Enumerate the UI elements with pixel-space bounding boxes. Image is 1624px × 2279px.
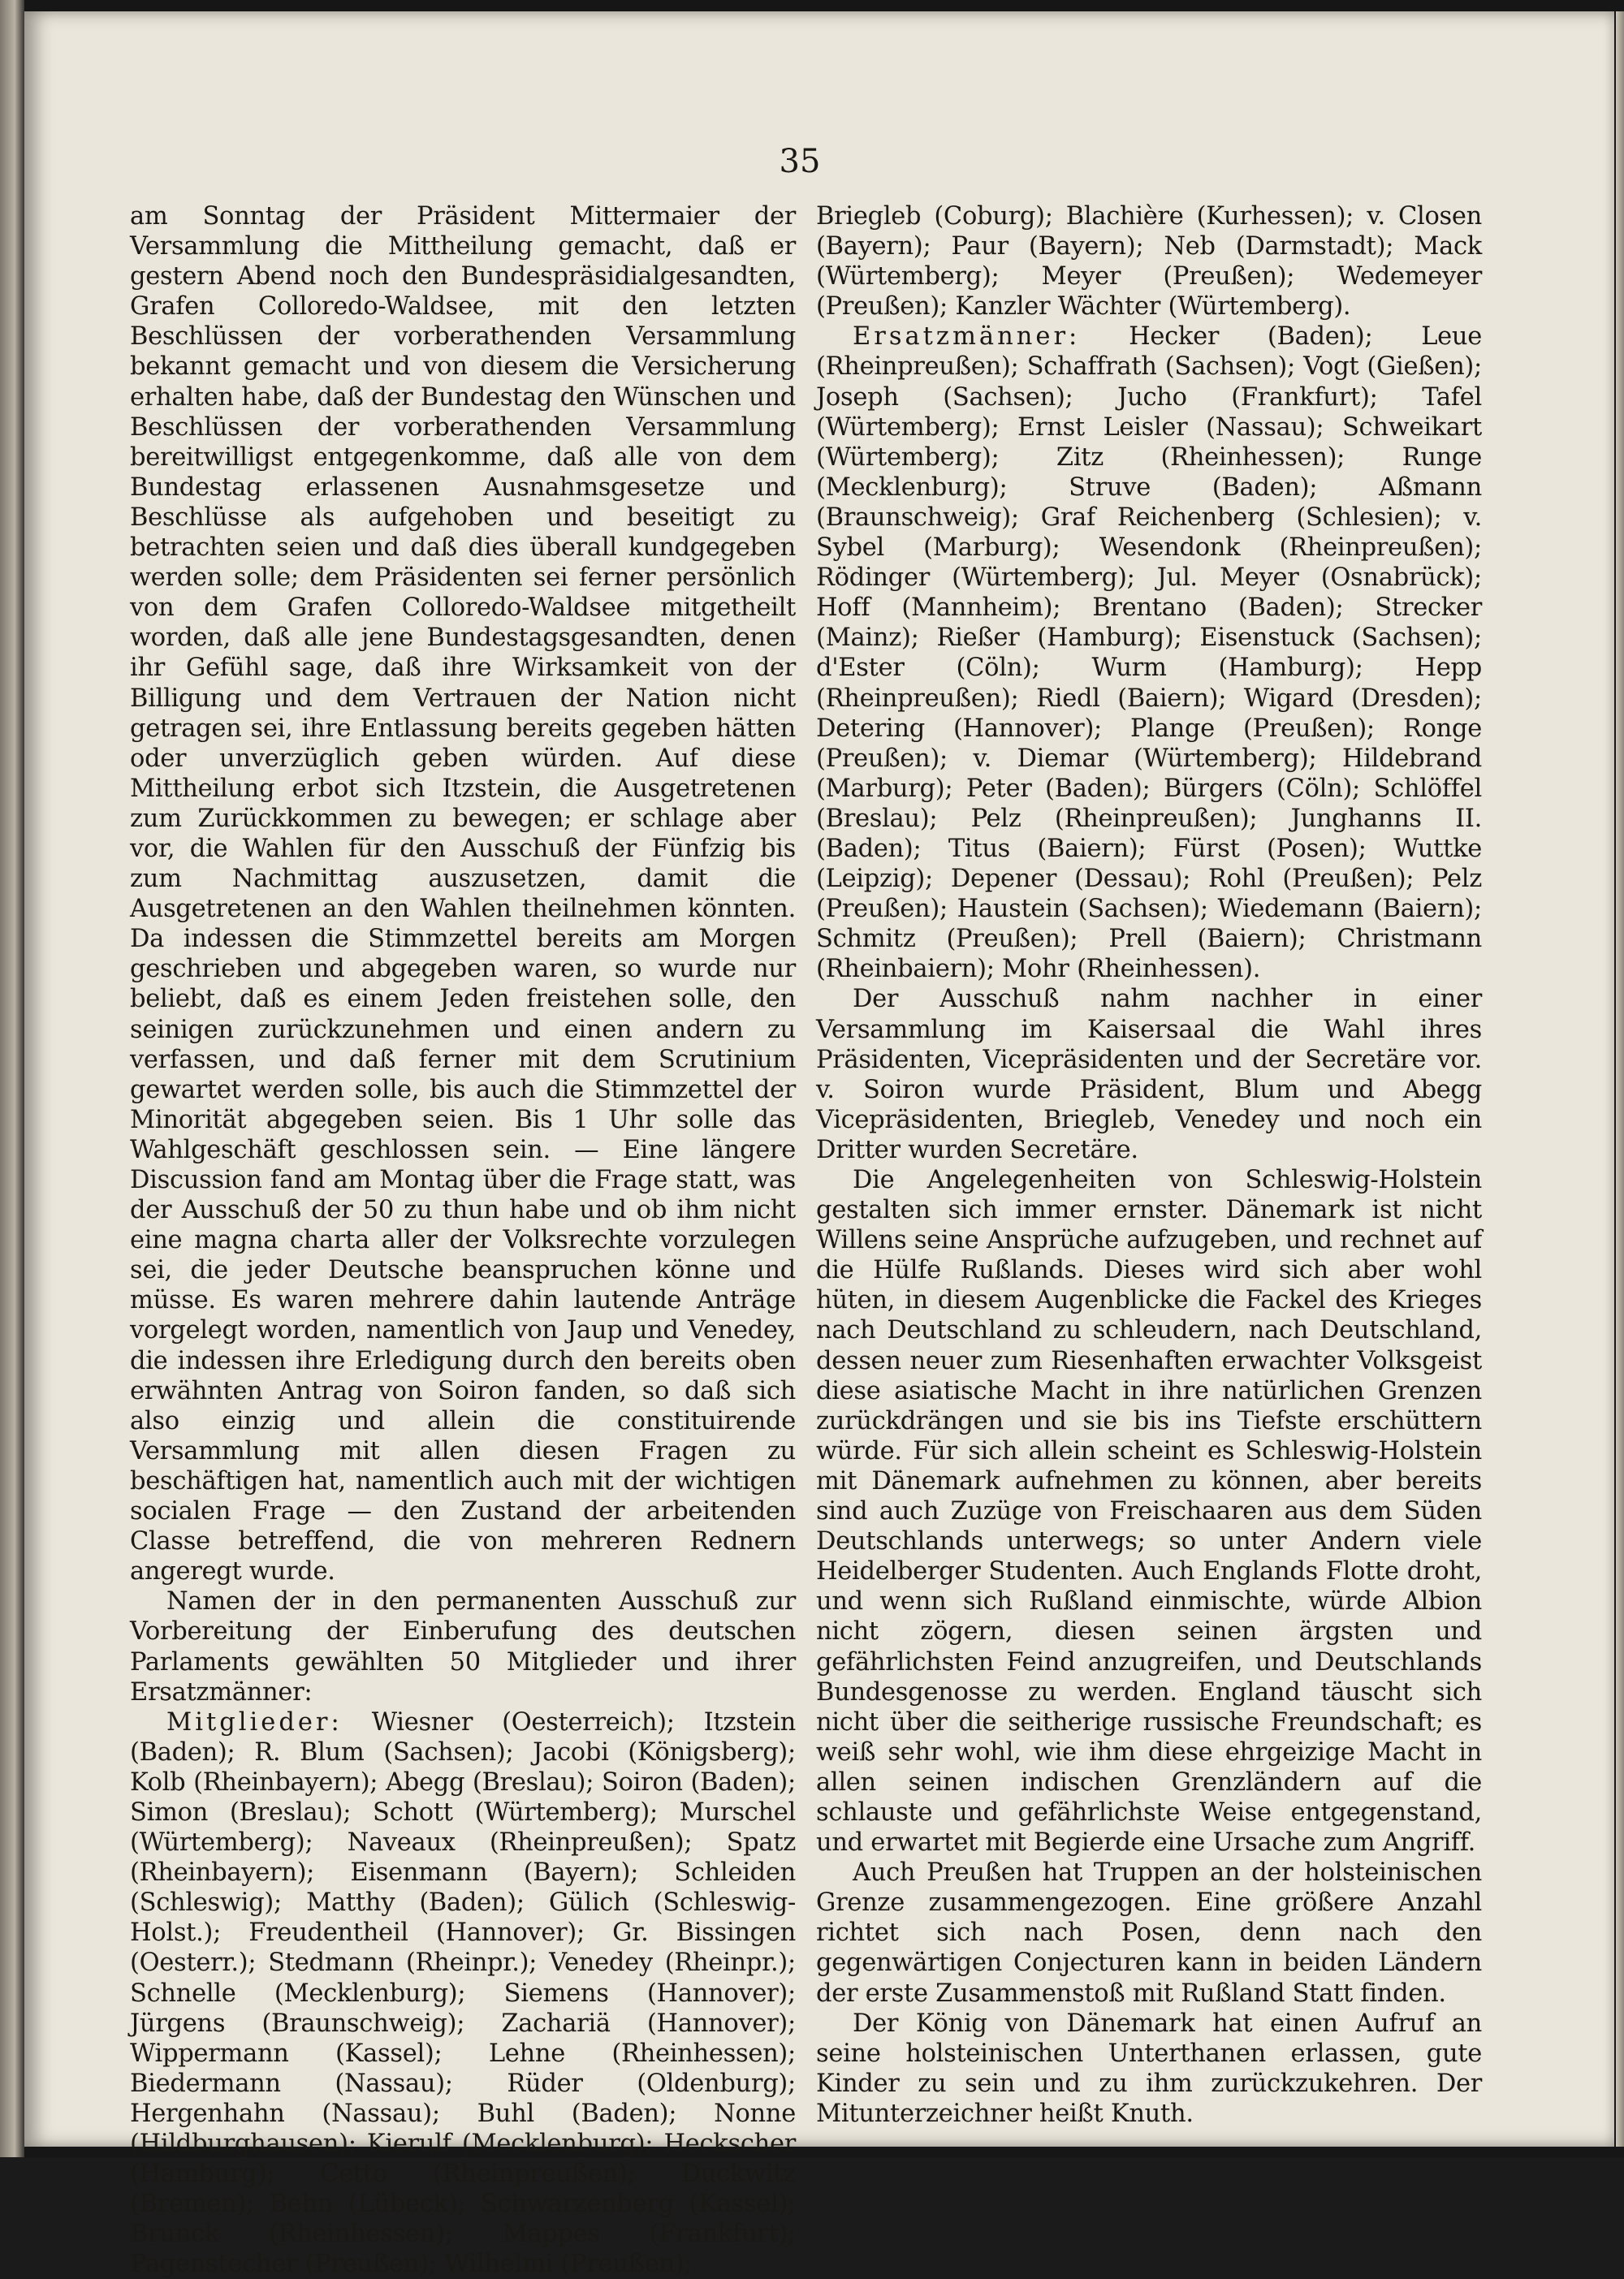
left-column <box>130 201 796 2279</box>
members-list: Wiesner (Oesterreich); Itzstein (Baden); R. Blum (Sachsen); Jacobi (Königsberg); Kolb (Rheinbayern); Abegg (Breslau); Soiron (Baden); Simon (Breslau); Schott (Würtemberg); Murschel (Würtemberg); Naveaux (Rheinpreußen); Spatz (Rheinbayern); Eisenmann (Bayern); Schleiden (Schleswig); Matthy (Baden); Gülich (Schleswig-Holst.); Freudentheil (Hannover); Gr. Bissingen (Oesterr.); Stedmann (Rheinpr.); Venedey (Rheinpr.); Schnelle (Mecklenburg); Siemens (Hannover); Jürgens (Braunschweig); Zachariä (Hannover); Wippermann (Kassel); Lehne (Rheinhessen); Biedermann (Nassau); Rüder (Oldenburg); Hergenhahn (Nassau); Buhl (Baden); Nonne (Hildburghausen); Kierulf (Mecklenburg); Heckscher (Hamburg); Cetto (Rheinpreußen); Duckwitz (Bremen); Behn (Lübeck); Schwarzenberg (Kassel); Brunck (Rheinhessen); Mappes (Frankfurt); Pagenstecher (Preußen); Wilhelmi (Preußen); <box>130 1707 796 2279</box>
right-column <box>816 201 1482 2129</box>
substitutes-heading: Ersatzmänner: <box>853 322 1081 352</box>
members-heading: Mitglieder: <box>166 1707 343 1737</box>
paragraph-right-3: Die Angelegenheiten von Schleswig-Holstein gestalten sich immer ernster. Dänemark ist nicht Willens seine Ansprüche aufzugeben, und rechnet auf die Hülfe Rußlands. Dieses wird sich aber wohl hüten, in diesem Augenblicke die Fackel des Krieges nach Deutschland zu schleudern, nach Deutschland, dessen neuer zum Riesenhaften erwachter Volksgeist diese asiatische Macht in ihre natürlichen Grenzen zurückdrängen und sie bis ins Tiefste erschüttern würde. Für sich allein scheint es Schleswig-Holstein mit Dänemark aufnehmen zu können, aber bereits sind auch Zuzüge von Freischaaren aus dem Süden Deutschlands unterwegs; so unter Andern viele Heidelberger Studenten. Auch Englands Flotte droht, und wenn sich Rußland einmischte, würde Albion nicht zögern, diesen seinen ärgsten und gefährlichsten Feind anzugreifen, und Deutschlands Bundesgenosse zu werden. England täuscht sich nicht über die seitherige russische Freundschaft; es weiß sehr wohl, wie ihm diese ehrgeizige Macht in allen seinen indischen Grenzländern auf die schlauste und gefährlichste Weise entgegenstand, und erwartet mit Begierde eine Ursache zum Angriff. <box>816 1166 1482 1858</box>
page-number: 35 <box>779 143 821 180</box>
paragraph-right-4: Auch Preußen hat Truppen an der holsteinischen Grenze zusammengezogen. Eine größere Anzahl richtet sich nach Posen, denn nach den gegenwärtigen Conjecturen kann in beiden Ländern der erste Zusammenstoß mit Rußland Statt finden. <box>816 1858 1482 2008</box>
paragraph-left-0: am Sonntag der Präsident Mittermaier der Versammlung die Mittheilung gemacht, daß er gestern Abend noch den Bundespräsidialgesandten, Grafen Colloredo-Waldsee, mit den letzten Beschlüssen der vorberathenden Versammlung bekannt gemacht und von diesem die Versicherung erhalten habe, daß der Bundestag den Wünschen und Beschlüssen der vorberathenden Versammlung bereitwilligst entgegenkomme, daß alle von dem Bundestag erlassenen Ausnahmsgesetze und Beschlüsse als aufgehoben und beseitigt zu betrachten seien und daß dies überall kundgegeben werden solle; dem Präsidenten sei ferner persönlich von dem Grafen Colloredo-Waldsee mitgetheilt worden, daß alle jene Bundestagsgesandten, denen ihr Gefühl sage, daß ihre Wirksamkeit von der Billigung und dem Vertrauen der Nation nicht getragen sei, ihre Entlassung bereits gegeben hätten oder unverzüglich geben würden. Auf diese Mittheilung erbot sich Itzstein, die Ausgetretenen zum Zurückkommen zu bewegen; er schlage aber vor, die Wahlen für den Ausschuß der Fünfzig bis zum Nachmittag auszusetzen, damit die Ausgetretenen an den Wahlen theilnehmen könnten. Da indessen die Stimmzettel bereits am Morgen geschrieben und abgegeben waren, so wurde nur beliebt, daß es einem Jeden freistehen solle, den seinigen zurückzunehmen und einen andern zu verfassen, und daß ferner mit dem Scrutinium gewartet werden solle, bis auch die Stimmzettel der Minorität abgegeben seien. Bis 1 Uhr solle das Wahlgeschäft geschlossen sein. — Eine längere Discussion fand am Montag über die Frage statt, was der Ausschuß der 50 zu thun habe und ob ihm nicht eine magna charta aller der Volksrechte vorzulegen sei, die jeder Deutsche beanspruchen könne und müsse. Es waren mehrere dahin lautende Anträge vorgelegt worden, namentlich von Jaup und Venedey, die indessen ihre Erledigung durch den bereits oben erwähnten Antrag von Soiron fanden, so daß sich also einzig und allein die constituirende Versammlung mit allen diesen Fragen zu beschäftigen hat, namentlich auch mit der wichtigen socialen Frage — den Zustand der arbeitenden Classe betreffend, die von mehreren Rednern angeregt wurde. <box>130 202 796 1586</box>
facing-page-edge <box>0 0 24 2157</box>
paragraph-left-2 <box>130 1707 796 2279</box>
paragraph-right-0: Briegleb (Coburg); Blachière (Kurhessen); v. Closen (Bayern); Paur (Bayern); Neb (Darmstadt); Mack (Würtemberg); Meyer (Preußen); Wedemeyer (Preußen); Kanzler Wächter (Würtemberg). <box>816 202 1482 322</box>
substitutes-list: Hecker (Baden); Leue (Rheinpreußen); Schaffrath (Sachsen); Vogt (Gießen); Joseph (Sachsen); Jucho (Frankfurt); Tafel (Würtemberg); Ernst Leisler (Nassau); Schweikart (Würtemberg); Zitz (Rheinhessen); Runge (Mecklenburg); Struve (Baden); Aßmann (Braunschweig); Graf Reichenberg (Schlesien); v. Sybel (Marburg); Wesendonk (Rheinpreußen); Rödinger (Würtemberg); Jul. Meyer (Osnabrück); Hoff (Mannheim); Brentano (Baden); Strecker (Mainz); Rießer (Hamburg); Eisenstuck (Sachsen); d'Ester (Cöln); Wurm (Hamburg); Hepp (Rheinpreußen); Riedl (Baiern); Wigard (Dresden); Detering (Hannover); Plange (Preußen); Ronge (Preußen); v. Diemar (Würtemberg); Hildebrand (Marburg); Peter (Baden); Bürgers (Cöln); Schlöffel (Breslau); Pelz (Rheinpreußen); Junghanns II. (Baden); Titus (Baiern); Fürst (Posen); Wuttke (Leipzig); Depener (Dessau); Rohl (Preußen); Pelz (Preußen); Haustein (Sachsen); Wiedemann (Baiern); Schmitz (Preußen); Prell (Baiern); Christmann (Rheinbaiern); Mohr (Rheinhessen). <box>816 322 1482 984</box>
paragraph-right-1 <box>816 322 1482 984</box>
paragraph-right-5: Der König von Dänemark hat einen Aufruf an seine holsteinischen Unterthanen erlassen, gute Kinder zu sein und zu ihm zurückzukehren. Der Mitunterzeichner heißt Knuth. <box>816 2009 1482 2128</box>
paragraph-right-2: Der Ausschuß nahm nachher in einer Versammlung im Kaisersaal die Wahl ihres Präsidenten, Vicepräsidenten und der Secretäre vor. v. Soiron wurde Präsident, Blum und Abegg Vicepräsidenten, Briegleb, Venedey und noch ein Dritter wurden Secretäre. <box>816 985 1482 1164</box>
paragraph-left-1: Namen der in den permanenten Ausschuß zur Vorbereitung der Einberufung des deutschen Parlaments gewählten 50 Mitglieder und ihrer Ersatzmänner: <box>130 1587 796 1707</box>
page-right-edge <box>1616 11 1624 2147</box>
